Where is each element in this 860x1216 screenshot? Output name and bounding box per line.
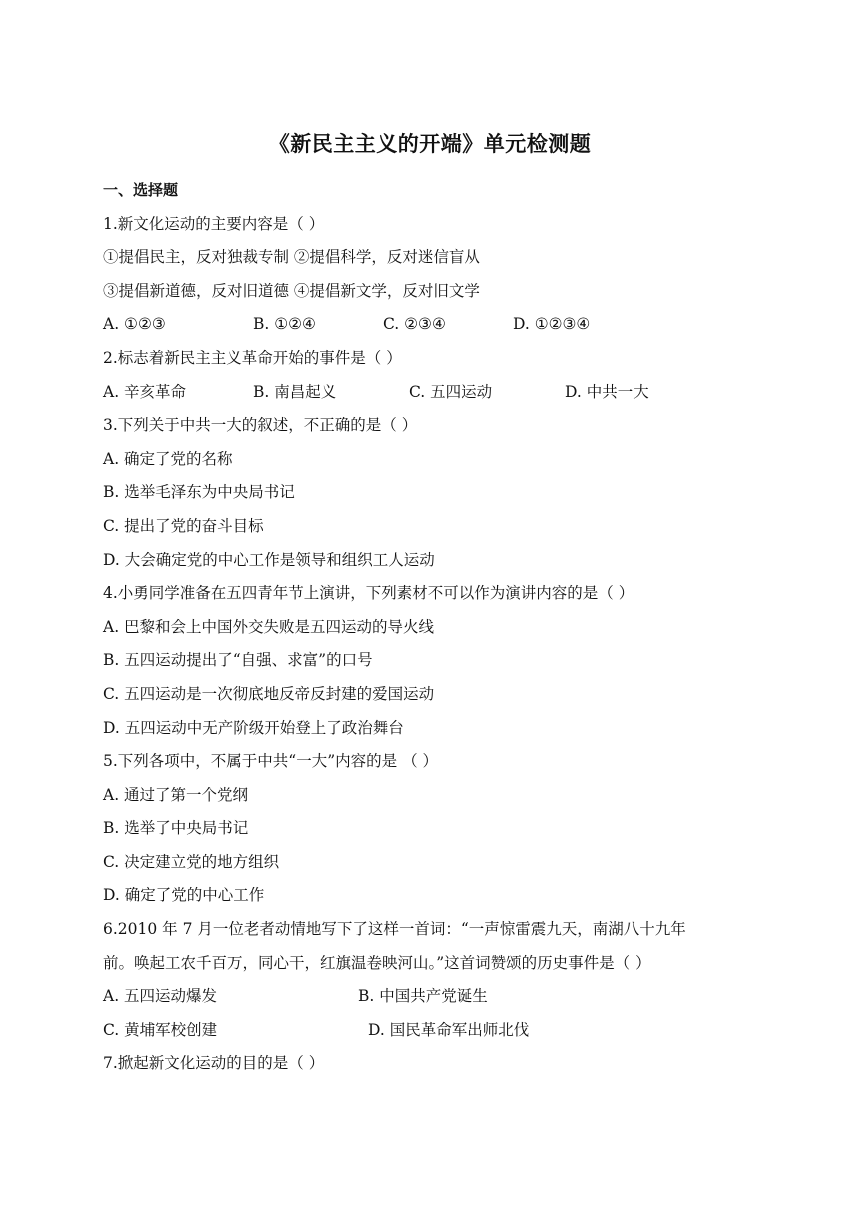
option-b: B. ①②④	[253, 315, 316, 334]
question-6-options-row-2	[103, 1014, 763, 1048]
option-b: B. 南昌起义	[253, 382, 337, 401]
option-c: C. 五四运动	[409, 382, 493, 401]
option-d: D. 五四运动中无产阶级开始登上了政治舞台	[103, 718, 404, 737]
question-6-stem-continued: 前。唤起工农千百万，同心干，红旗温卷映河山。”这首词赞颂的历史事件是（ ）	[103, 953, 651, 972]
option-c: C. 决定建立党的地方组织	[103, 852, 280, 871]
option-a: A. 巴黎和会上中国外交失败是五四运动的导火线	[103, 617, 435, 636]
question-3-stem: 3.下列关于中共一大的叙述，不正确的是（ ）	[103, 416, 418, 435]
option-d: D. 大会确定党的中心工作是领导和组织工人运动	[103, 550, 435, 569]
option-a: A. 通过了第一个党纲	[103, 785, 249, 804]
option-b: B. 中国共产党诞生	[358, 987, 488, 1006]
option-b: B. 选举了中央局书记	[103, 819, 249, 838]
question-7-stem: 7.掀起新文化运动的目的是（ ）	[103, 1054, 325, 1073]
document-title: 《新民主主义的开端》单元检测题	[268, 131, 592, 156]
question-1-item-line: ③提倡新道德，反对旧道德 ④提倡新文学，反对旧文学	[103, 281, 480, 300]
option-d: D. ①②③④	[513, 315, 591, 334]
option-a: A. 确定了党的名称	[103, 449, 233, 468]
question-2-options	[103, 376, 763, 410]
question-1-item-line: ①提倡民主，反对独裁专制 ②提倡科学，反对迷信盲从	[103, 248, 480, 267]
option-d: D. 确定了党的中心工作	[103, 886, 265, 905]
option-b: B. 选举毛泽东为中央局书记	[103, 483, 295, 502]
option-b: B. 五四运动提出了“自强、求富”的口号	[103, 651, 373, 670]
section-heading: 一、选择题	[103, 181, 179, 199]
question-1-options	[103, 308, 763, 342]
option-c: C. 提出了党的奋斗目标	[103, 516, 264, 535]
question-6-stem: 6.2010 年 7 月一位老者动情地写下了这样一首词：“一声惊雷震九天，南湖八十九年	[103, 920, 686, 939]
document-body	[103, 174, 763, 1081]
option-c: C. 五四运动是一次彻底地反帝反封建的爱国运动	[103, 684, 435, 703]
option-a: A. ①②③	[103, 315, 166, 334]
option-c: C. 黄埔军校创建	[103, 1020, 218, 1039]
question-1-stem: 1.新文化运动的主要内容是（ ）	[103, 214, 325, 233]
option-a: A. 辛亥革命	[103, 382, 187, 401]
option-c: C. ②③④	[383, 315, 446, 334]
option-d: D. 中共一大	[565, 382, 649, 401]
question-4-stem: 4.小勇同学准备在五四青年节上演讲，下列素材不可以作为演讲内容的是（ ）	[103, 584, 635, 603]
question-6-options-row-1	[103, 980, 763, 1014]
question-2-stem: 2.标志着新民主主义革命开始的事件是（ ）	[103, 348, 402, 367]
question-5-stem: 5.下列各项中，不属于中共“一大”内容的是 （ ）	[103, 752, 438, 771]
option-a: A. 五四运动爆发	[103, 987, 218, 1006]
option-d: D. 国民革命军出师北伐	[368, 1020, 530, 1039]
